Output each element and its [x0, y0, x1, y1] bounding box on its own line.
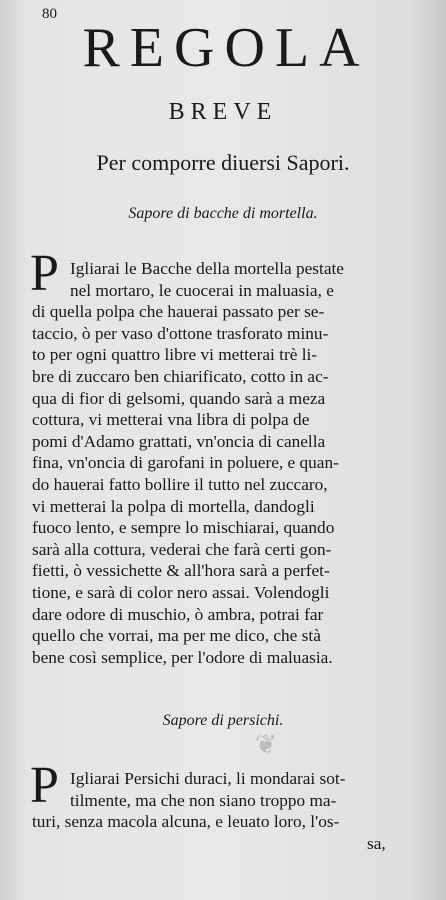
page-title: REGOLA: [82, 17, 370, 79]
text-line: turi, senza macola alcuna, e leuato loro, l'os-: [32, 812, 340, 832]
text-line: bre di zuccaro ben chiarificato, cotto in ac-: [32, 366, 329, 386]
text-line: Igliarai le Bacche della mortella pestate: [70, 259, 344, 278]
text-line: nel mortaro, le cuocerai in maluasia, e: [70, 280, 334, 300]
section-body-mortella: [32, 258, 420, 668]
page-subtitle: BREVE: [168, 99, 278, 125]
chapter-heading: Per comporre diuersi Sapori.: [96, 150, 350, 175]
text-line: qua di fior di gelsomi, quando sarà a meza: [32, 388, 326, 408]
ornament-icon: ❦: [255, 730, 277, 759]
text-line: quello che vorrai, ma per me dico, che stà: [32, 626, 321, 646]
text-line: Igliarai Persichi duraci, li mondarai sot-: [70, 769, 346, 788]
text-line: sarà alla cottura, vederai che farà certi gon-: [32, 539, 332, 559]
text-line: bene così semplice, per l'odore di maluasia.: [32, 647, 333, 667]
drop-cap: P: [30, 245, 59, 302]
text-line: fietti, ò vessichette & all'hora sarà a perfet-: [32, 561, 330, 581]
text-line: cottura, vi metterai vna libra di polpa de: [32, 410, 310, 430]
text-line: dare odore di muschio, ò ambra, potrai far: [32, 604, 324, 624]
text-line: tione, e sarà di color nero assai. Volendogli: [32, 582, 330, 602]
page-number: 80: [42, 6, 57, 22]
drop-cap: P: [30, 757, 59, 814]
text-line: fuoco lento, e sempre lo mischiarai, quando: [32, 518, 335, 538]
text-line: di quella polpa che hauerai passato per se-: [32, 302, 325, 322]
text-line: pomi d'Adamo grattati, vn'oncia di canella: [32, 431, 326, 451]
text-line: tilmente, ma che non siano troppo ma-: [70, 790, 337, 810]
text-line: fina, vn'oncia di garofani in poluere, e quan-: [32, 453, 339, 473]
section-body-persichi: [32, 768, 420, 854]
text-line: to per ogni quattro libre vi metterai trè li-: [32, 345, 318, 365]
section-title-mortella: Sapore di bacche di mortella.: [128, 205, 318, 222]
text-line: taccio, ò per vaso d'ottone trasforato minu-: [32, 323, 329, 343]
text-line: do hauerai fatto bollire il tutto nel zuccaro,: [32, 474, 328, 494]
text-line: vi metterai la polpa di mortella, dandogli: [32, 496, 315, 516]
section-title-persichi: Sapore di persichi.: [162, 712, 284, 729]
text-line: sa,: [367, 833, 386, 853]
